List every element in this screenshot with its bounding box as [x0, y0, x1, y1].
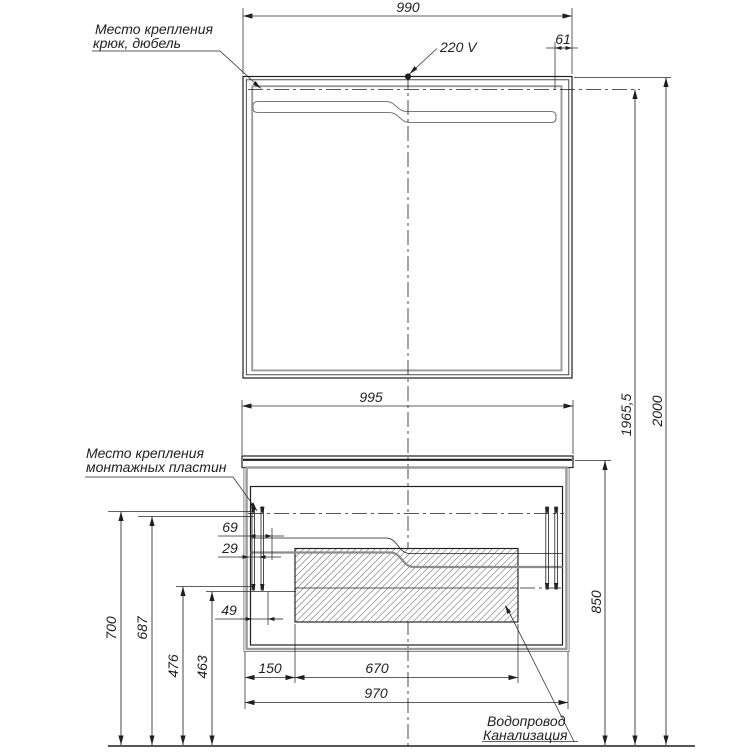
- dim-mirror-width: [243, 0, 572, 16]
- mirror-front-view: [243, 73, 572, 378]
- dim-plate-top-height: [103, 512, 121, 746]
- utility-label-line1: Водопровод: [487, 713, 566, 729]
- mirror-light-strip-wave: [253, 102, 556, 123]
- mounting-plate-right-outer: [555, 507, 558, 589]
- dim-label-970: 970: [364, 685, 388, 701]
- voltage-label: 220 V: [440, 39, 477, 55]
- dim-countertop-width: [242, 389, 573, 406]
- mounting-plate-left-outer: [252, 507, 255, 590]
- dim-plate-bottom-offset: [215, 602, 283, 619]
- dim-label-29: 29: [222, 540, 238, 556]
- dim-label-69: 69: [222, 519, 238, 535]
- hook-mount-label-line2: крюк, дюбель: [93, 35, 182, 51]
- dim-label-687: 687: [134, 616, 150, 640]
- dim-label-670: 670: [365, 660, 389, 676]
- dim-total-height: [649, 78, 666, 746]
- dim-label-150: 150: [258, 660, 282, 676]
- dim-utility-lower-height: [194, 592, 212, 746]
- mounting-plate-left-inner: [261, 507, 264, 590]
- annotation-utilities: [482, 605, 578, 743]
- dim-label-700: 700: [103, 616, 119, 640]
- dim-plate-height: [134, 517, 152, 746]
- dim-label-995: 995: [359, 389, 383, 405]
- plate-mount-label-line1: Место крепления: [86, 445, 205, 461]
- dim-utility-zone-width: [295, 660, 518, 678]
- dim-plate-offset-inner: [218, 540, 281, 557]
- dim-label-1965-5: 1965,5: [618, 393, 634, 437]
- dim-utility-upper-height: [165, 587, 183, 746]
- dim-label-990: 990: [396, 0, 420, 15]
- dim-label-463: 463: [194, 655, 210, 679]
- annotation-plate-mount: [85, 445, 257, 511]
- plate-mount-label-line2: монтажных пластин: [86, 459, 227, 475]
- dim-socket-offset: [546, 31, 578, 48]
- dim-label-61: 61: [555, 31, 571, 47]
- utility-label-line2: Канализация: [483, 727, 568, 743]
- dim-label-2000: 2000: [649, 395, 665, 427]
- utility-zone-hatch: [295, 549, 518, 623]
- hook-mount-leader-line: [92, 51, 261, 89]
- dim-countertop-height: [588, 461, 605, 746]
- dim-label-476: 476: [165, 654, 181, 678]
- hook-mount-label-line1: Место крепления: [95, 21, 214, 37]
- dim-utility-left-offset: [245, 660, 295, 678]
- mounting-plate-right-inner: [546, 507, 549, 589]
- annotation-hook-mount: [92, 21, 261, 89]
- cabinet-front-view: [242, 456, 573, 652]
- countertop: [242, 456, 573, 468]
- dim-label-49: 49: [221, 602, 237, 618]
- mirror-inner-frame: [246, 80, 569, 375]
- annotation-voltage: [410, 39, 479, 74]
- dim-hook-mount-height: [618, 90, 635, 746]
- dim-cabinet-width: [245, 685, 568, 703]
- mirror-glass-edge: [252, 86, 561, 370]
- plate-mount-leader-line: [85, 477, 257, 511]
- dim-label-850: 850: [588, 590, 604, 614]
